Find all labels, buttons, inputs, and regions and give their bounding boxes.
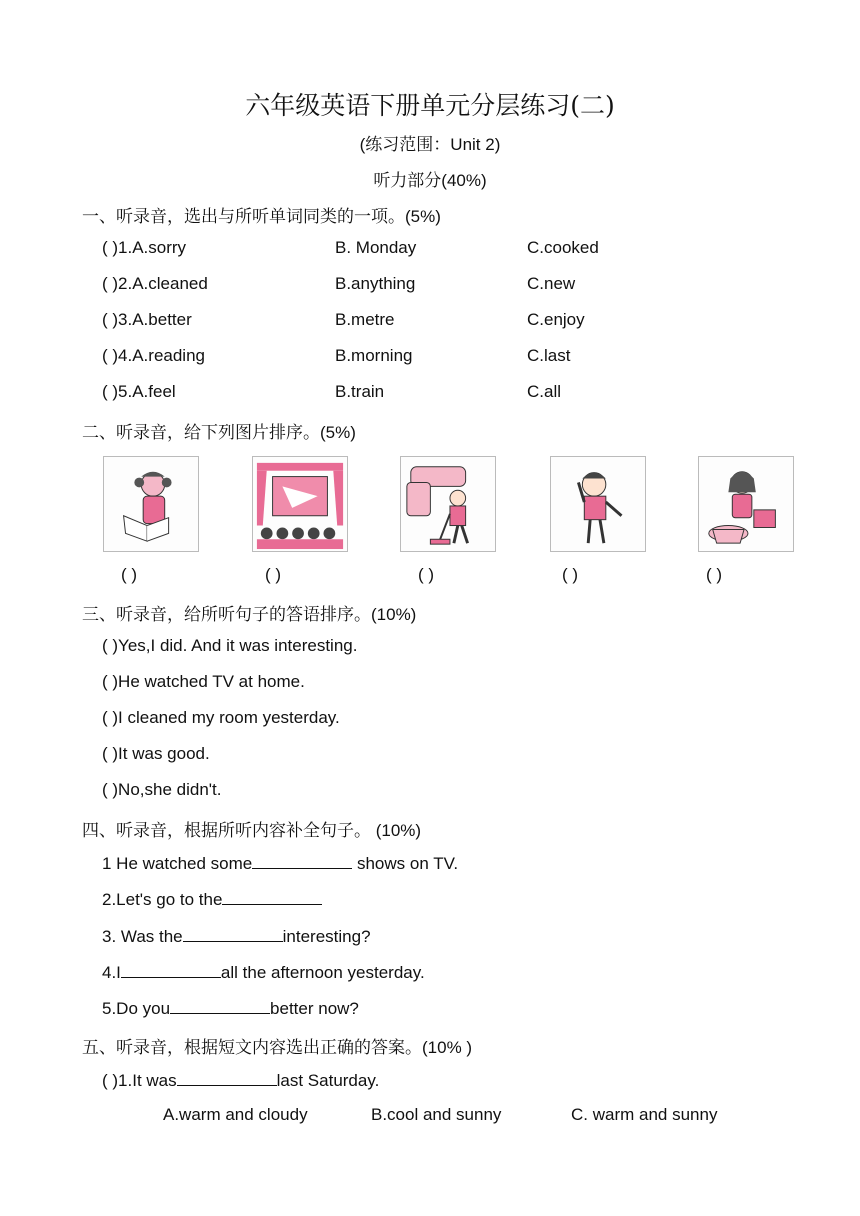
question-start: ( )1.It was bbox=[102, 1071, 177, 1090]
sentence-start: 2.Let's go to the bbox=[102, 890, 223, 909]
sentence-end: interesting? bbox=[282, 927, 371, 946]
boy-vacuuming-picture bbox=[400, 456, 496, 552]
list-item bbox=[102, 888, 322, 910]
sentence-start: 3. Was the bbox=[102, 927, 183, 946]
section1-heading: 一、听录音，选出与所听单词同类的一项。(5%) bbox=[82, 207, 441, 226]
answer-blank[interactable] bbox=[222, 888, 322, 905]
option-b: B.cool and sunny bbox=[371, 1105, 502, 1124]
sentence-start: 1 He watched some bbox=[102, 854, 253, 873]
section4-heading: 四、听录音，根据所听内容补全句子。 (10%) bbox=[82, 821, 422, 840]
picture-answer-3[interactable]: ( ) bbox=[418, 565, 435, 584]
sentence-end: better now? bbox=[270, 999, 359, 1018]
picture-answer-4[interactable]: ( ) bbox=[562, 565, 579, 584]
picture-answer-5[interactable]: ( ) bbox=[706, 565, 723, 584]
option-c: C.enjoy bbox=[527, 310, 585, 329]
option-a: ( )5.A.feel bbox=[102, 382, 176, 401]
option-c: C.new bbox=[527, 274, 576, 293]
option-c: C. warm and sunny bbox=[571, 1105, 718, 1124]
answer-blank[interactable] bbox=[121, 961, 221, 978]
option-c: C.cooked bbox=[527, 238, 599, 257]
girl-washing-picture bbox=[698, 456, 794, 552]
option-b: B. Monday bbox=[335, 238, 417, 257]
picture-answer-2[interactable]: ( ) bbox=[265, 565, 282, 584]
section2-heading: 二、听录音，给下列图片排序。(5%) bbox=[82, 423, 356, 442]
list-item bbox=[102, 925, 371, 947]
option-c: C.last bbox=[527, 346, 571, 365]
option-b: B.metre bbox=[335, 310, 395, 329]
answer-blank[interactable] bbox=[170, 997, 270, 1014]
list-item: ( )It was good. bbox=[102, 744, 210, 763]
sentence-start: 5.Do you bbox=[102, 999, 171, 1018]
practice-range: (练习范围：Unit 2) bbox=[359, 135, 501, 154]
option-a: A.warm and cloudy bbox=[163, 1105, 308, 1124]
cinema-audience-picture bbox=[252, 456, 348, 552]
section3-heading: 三、听录音，给所听句子的答语排序。(10%) bbox=[82, 605, 417, 624]
picture-answer-1[interactable]: ( ) bbox=[121, 565, 138, 584]
answer-blank[interactable] bbox=[177, 1069, 277, 1086]
answer-blank[interactable] bbox=[183, 925, 283, 942]
page-title: 六年级英语下册单元分层练习(二) bbox=[245, 91, 615, 120]
option-b: B.morning bbox=[335, 346, 413, 365]
list-item: ( )I cleaned my room yesterday. bbox=[102, 708, 340, 727]
list-item: ( )No,she didn't. bbox=[102, 780, 222, 799]
option-a: ( )1.A.sorry bbox=[102, 238, 187, 257]
listening-part: 听力部分(40%) bbox=[373, 171, 487, 190]
list-item bbox=[102, 1069, 379, 1091]
sentence-end: shows on TV. bbox=[352, 854, 459, 873]
list-item bbox=[102, 997, 359, 1019]
option-b: B.train bbox=[335, 382, 385, 401]
list-item bbox=[102, 961, 425, 983]
option-b: B.anything bbox=[335, 274, 416, 293]
sentence-end: all the afternoon yesterday. bbox=[220, 963, 425, 982]
option-a: ( )4.A.reading bbox=[102, 346, 205, 365]
option-a: ( )2.A.cleaned bbox=[102, 274, 208, 293]
sentence-start: 4.I bbox=[102, 963, 121, 982]
section5-heading: 五、听录音，根据短文内容选出正确的答案。(10% ) bbox=[82, 1038, 473, 1057]
question-end: last Saturday. bbox=[276, 1071, 380, 1090]
option-c: C.all bbox=[527, 382, 562, 401]
boy-sick-picture bbox=[550, 456, 646, 552]
list-item: ( )Yes,I did. And it was interesting. bbox=[102, 636, 358, 655]
option-a: ( )3.A.better bbox=[102, 310, 192, 329]
answer-blank[interactable] bbox=[252, 852, 352, 869]
list-item bbox=[102, 852, 458, 874]
girl-reading-picture bbox=[103, 456, 199, 552]
list-item: ( )He watched TV at home. bbox=[102, 672, 305, 691]
